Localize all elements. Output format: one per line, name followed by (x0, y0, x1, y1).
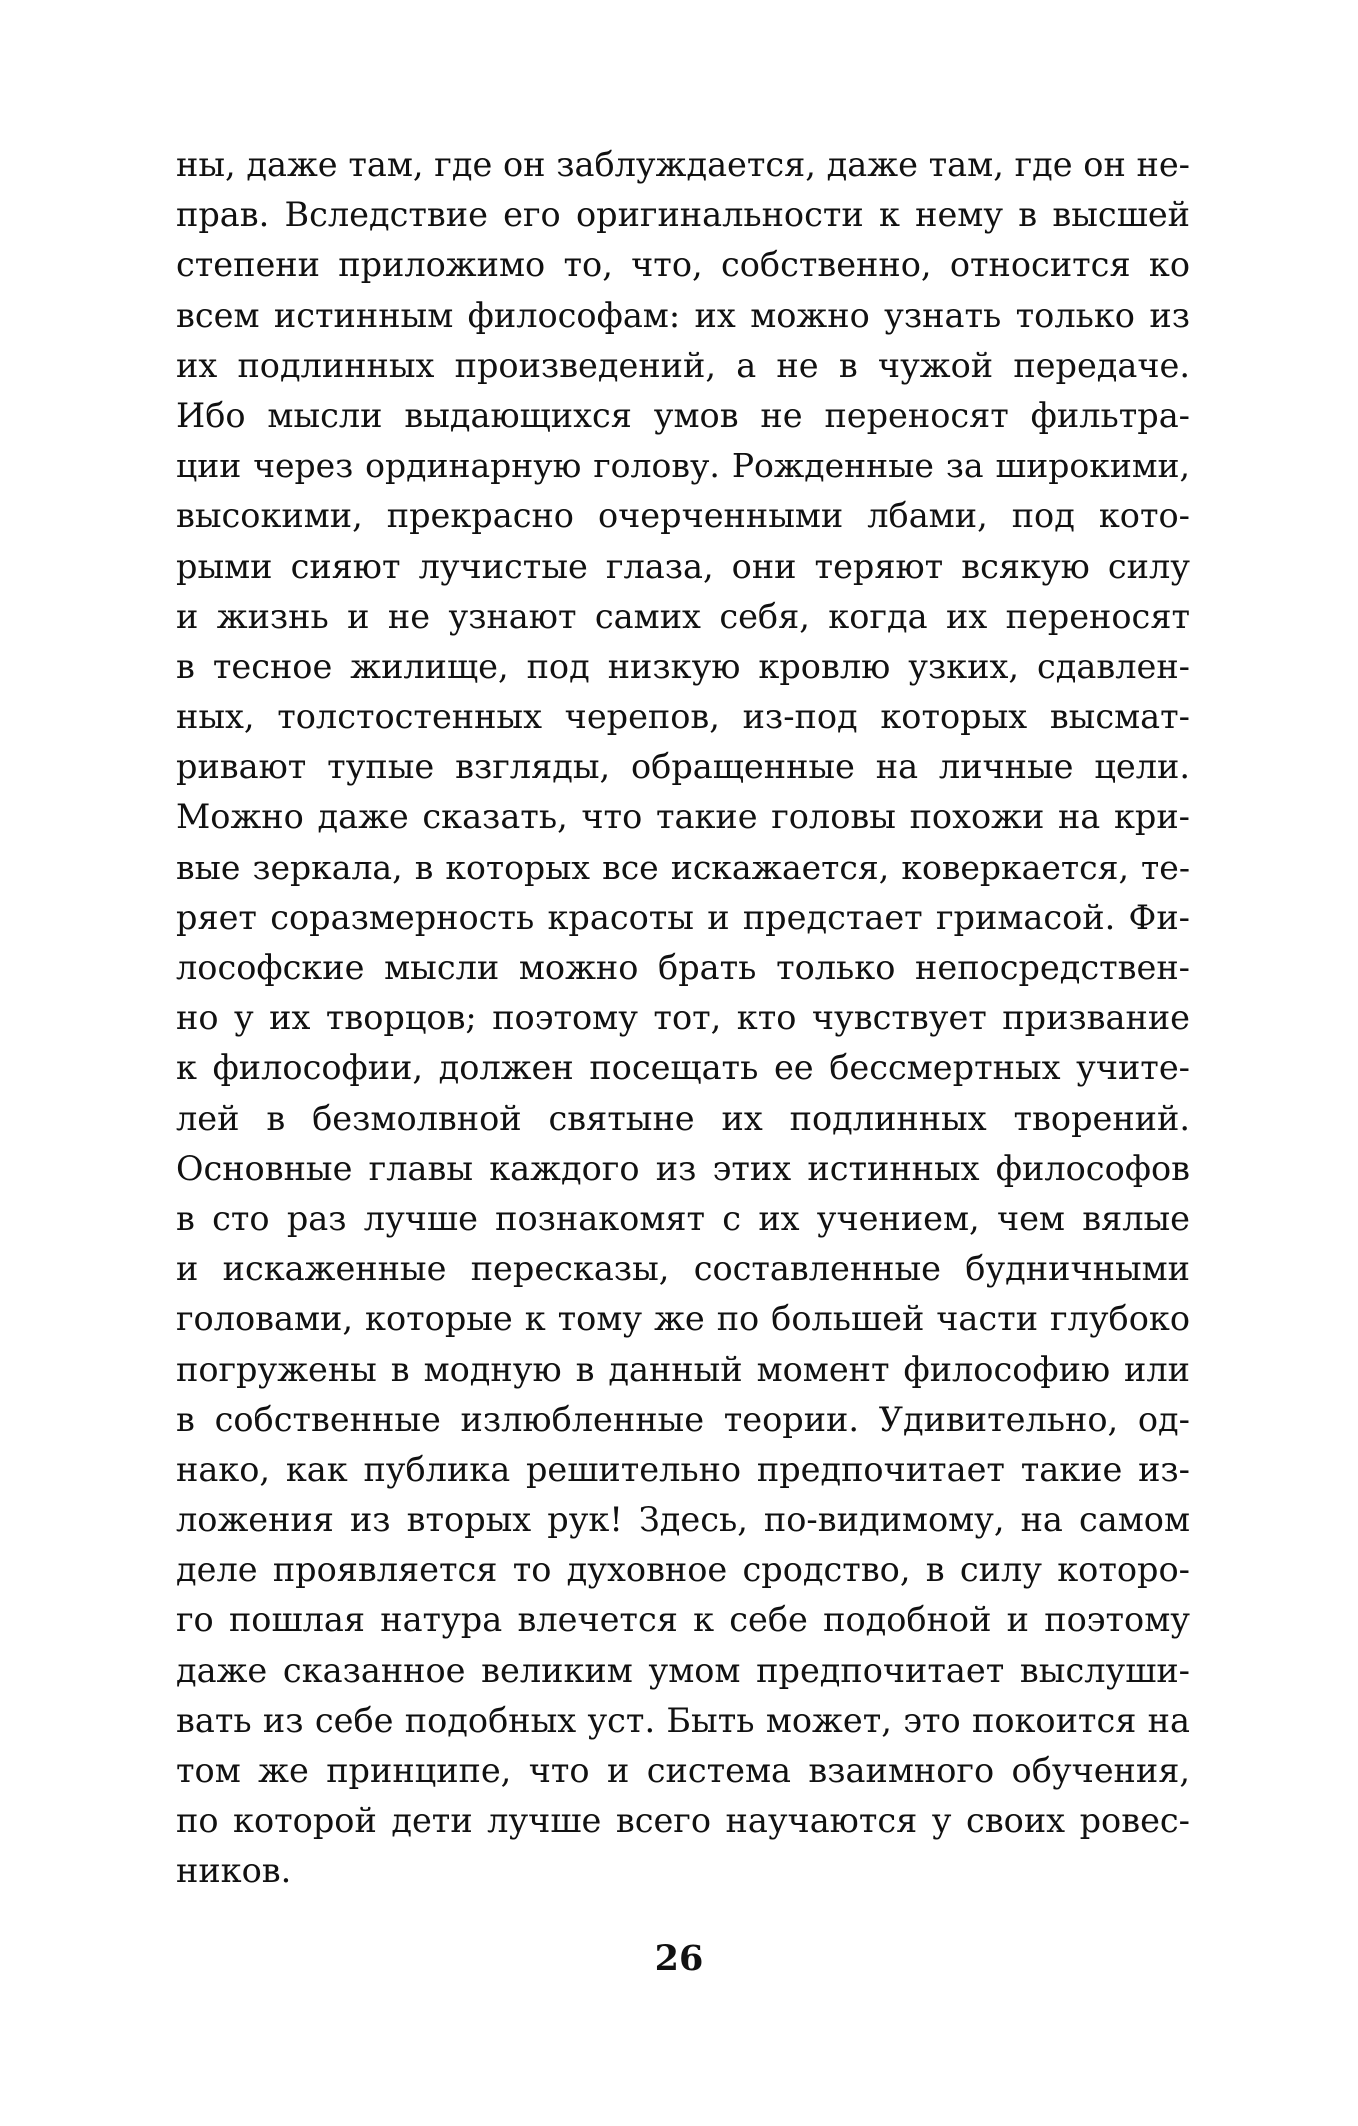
text-line: но у их творцов; поэтому тот, кто чувствует призвание (176, 998, 1190, 1038)
text-line: в сто раз лучше познакомят с их учением, чем вялые (176, 1198, 1190, 1238)
text-line: степени приложимо то, что, собственно, относится ко (176, 245, 1190, 285)
text-line: и жизнь и не узнают самих себя, когда их переносят (176, 596, 1190, 636)
text-line: их подлинных произведений, а не в чужой передаче. (176, 345, 1190, 385)
text-line: том же принципе, что и система взаимного обучения, (176, 1751, 1190, 1790)
text-line: даже сказанное великим умом предпочитает выслуши- (176, 1650, 1190, 1690)
text-line: деле проявляется то духовное сродство, в силу которо- (176, 1550, 1190, 1590)
text-line: вые зеркала, в которых все искажается, коверкается, те- (176, 847, 1190, 887)
text-line: ряет соразмерность красоты и предстает гримасой. Фи- (176, 897, 1190, 937)
text-line: ривают тупые взгляды, обращенные на личные цели. (176, 747, 1190, 787)
text-line: ников. (176, 1851, 292, 1891)
text-line: го пошлая натура влечется к себе подобной и поэтому (176, 1600, 1190, 1640)
text-line: и искаженные пересказы, составленные будничными (176, 1249, 1190, 1289)
text-line: ных, толстостенных черепов, из-под которых высмат- (176, 697, 1190, 737)
text-line: головами, которые к тому же по большей части глубоко (176, 1299, 1190, 1339)
text-line: ны, даже там, где он заблуждается, даже там, где он не- (176, 145, 1190, 184)
text-line: погружены в модную в данный момент философию или (176, 1349, 1190, 1389)
text-line: Основные главы каждого из этих истинных философов (176, 1148, 1190, 1188)
body-text (176, 140, 1190, 1897)
text-line: в тесное жилище, под низкую кровлю узких, сдавлен- (176, 646, 1190, 686)
text-line: к философии, должен посещать ее бессмертных учите- (176, 1048, 1190, 1088)
text-line: вать из себе подобных уст. Быть может, это покоится на (176, 1700, 1190, 1740)
text-line: в собственные излюбленные теории. Удивительно, од- (176, 1399, 1190, 1439)
text-line: по которой дети лучше всего научаются у своих ровес- (176, 1801, 1190, 1841)
text-line: Можно даже сказать, что такие головы похожи на кри- (176, 797, 1190, 837)
text-line: рыми сияют лучистые глаза, они теряют всякую силу (176, 546, 1190, 586)
text-line: высокими, прекрасно очерченными лбами, под кото- (176, 496, 1190, 536)
text-line: Ибо мысли выдающихся умов не переносят фильтра- (176, 395, 1190, 435)
text-line: ложения из вторых рук! Здесь, по-видимому, на самом (176, 1500, 1190, 1540)
text-line: лей в безмолвной святыне их подлинных творений. (176, 1098, 1190, 1138)
text-line: прав. Вследствие его оригинальности к нему в высшей (176, 195, 1190, 235)
text-line: нако, как публика решительно предпочитает такие из- (176, 1449, 1190, 1489)
text-line: лософские мысли можно брать только непосредствен- (176, 948, 1190, 987)
text-line: всем истинным философам: их можно узнать только из (176, 295, 1190, 335)
page-number: 26 (654, 1938, 704, 1979)
text-line: ции через ординарную голову. Рожденные за широкими, (176, 446, 1190, 486)
